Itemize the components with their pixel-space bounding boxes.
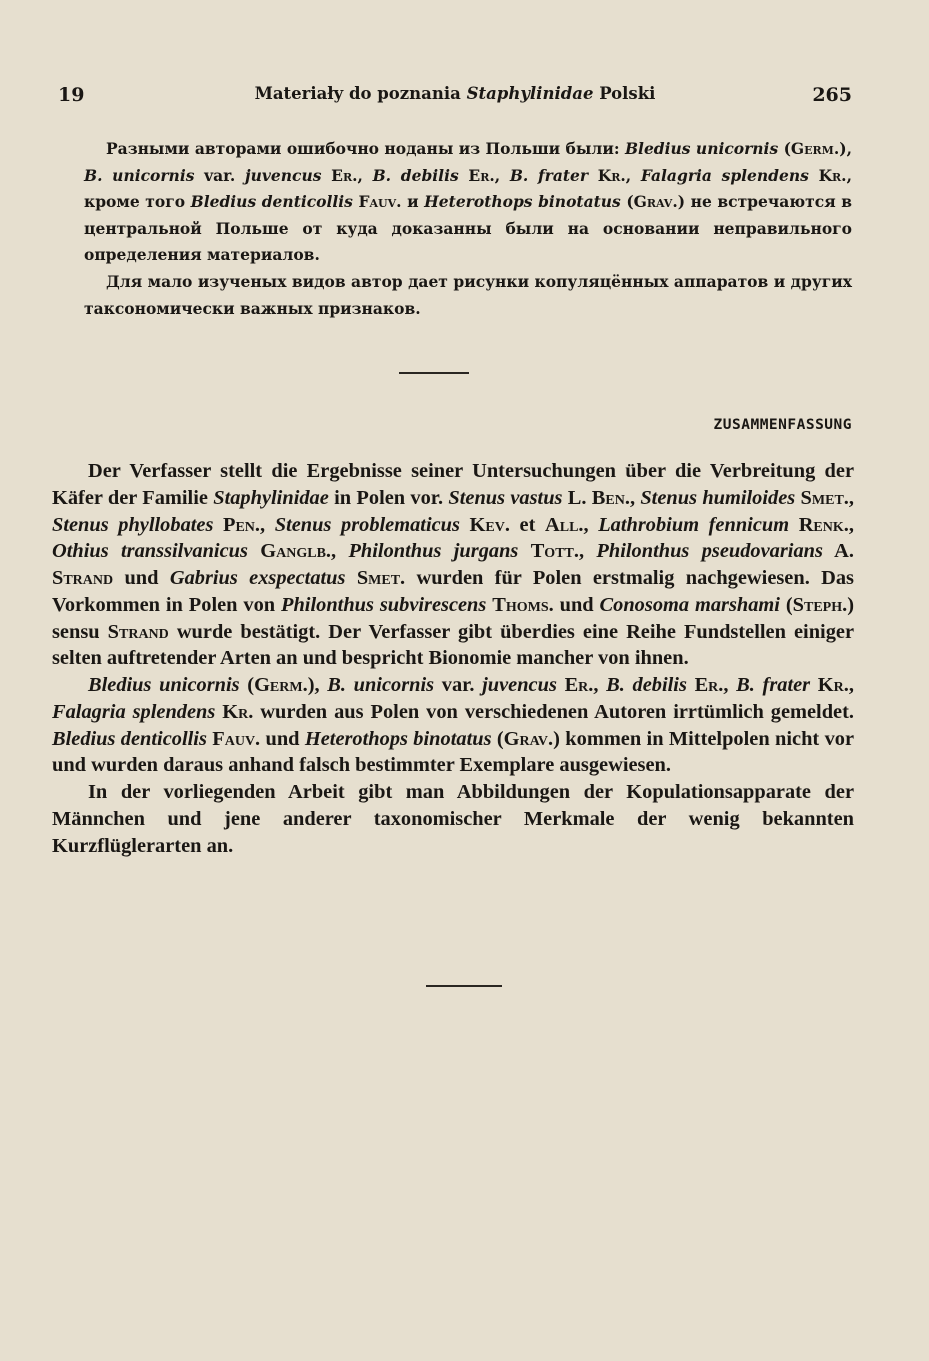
taxon: Othius transsilvanicus: [52, 540, 248, 563]
text-run: var.: [434, 674, 483, 696]
text-run: [213, 514, 223, 536]
taxon: B. frater: [736, 674, 811, 696]
text-run: ,: [494, 165, 510, 185]
text-run: ,: [578, 540, 597, 563]
text-run: , кроме того: [84, 165, 852, 212]
german-paragraph-3: In der vorliegenden Arbeit gibt man Abbildungen der Kopulationsapparate der Männchen und jene anderer taxonomischer Merkmale der wenig bekannten Kurzflüglerarten an.: [52, 781, 854, 857]
author: Fauv.: [358, 192, 402, 212]
taxon: B. unicornis: [84, 165, 195, 185]
taxon: B. unicornis: [327, 674, 435, 696]
text-run: ) kommen in Mittelpolen nicht vor und wurden daraus anhand falsch bestimmter Exemplare ausgewiesen.: [52, 727, 855, 777]
text-run: ,: [723, 674, 737, 696]
author: Ganglb.: [260, 540, 332, 563]
taxon: Philonthus pseudovarians: [596, 540, 823, 563]
text-run: ,: [260, 513, 275, 536]
author: Kev.: [469, 513, 510, 536]
text-run: Der Verfasser stellt die Ergebnisse seiner Untersuchungen über die Verbreitung der Käfer der Familie: [52, 460, 854, 509]
text-run: wurden aus Polen von verschiedenen Autoren irrtümlich gemeldet.: [253, 700, 854, 723]
taxon: Falagria splendens: [52, 700, 216, 723]
author: Germ.: [254, 674, 308, 696]
text-run: ,: [848, 486, 854, 509]
author: Germ.: [790, 139, 840, 158]
taxon: Stenus phyllobates: [52, 513, 214, 536]
author: Thoms.: [492, 593, 554, 616]
text-run: wurde bestätigt. Der Verfasser gibt überdies eine Reihe Fundstellen einiger selten auftretender Arten an und bespricht Bionomie mancher von ihnen.: [52, 620, 854, 670]
author: Strand: [107, 620, 169, 643]
taxon: Bledius unicornis: [88, 674, 240, 696]
text-run: und: [553, 593, 600, 616]
taxon: Conosoma marshami: [599, 593, 780, 616]
text-run: und: [260, 727, 305, 750]
taxon: B. debilis: [372, 165, 459, 185]
author: Ben.: [591, 486, 630, 509]
german-summary: [52, 458, 854, 859]
author: Kr.: [817, 674, 849, 696]
author: Kr.: [818, 165, 847, 185]
author: Grav.: [503, 727, 554, 750]
text-run: [248, 540, 260, 562]
text-run: [789, 514, 799, 536]
text-run: ,: [629, 486, 641, 509]
text-run: ) не встречаются в центральной Польше от куда доказанны были на основании неправильного определения материалов.: [84, 192, 852, 265]
text-run: (: [778, 139, 791, 158]
text-run: in Polen vor.: [328, 486, 449, 509]
author: All.: [545, 513, 584, 536]
german-paragraph-1: [52, 458, 854, 672]
text-run: [459, 166, 469, 185]
taxon: Bledius denticollis: [190, 192, 353, 212]
taxon: Heterothops binotatus: [304, 727, 492, 750]
section-divider: [399, 372, 469, 374]
running-title-part: Materiały do poznania: [254, 84, 467, 103]
text-run: ),: [307, 674, 328, 696]
text-run: ,: [848, 513, 854, 536]
taxon: Philonthus jurgans: [348, 540, 519, 563]
left-page-number: 19: [58, 84, 85, 106]
author: Er.: [468, 165, 495, 185]
text-run: [557, 674, 565, 696]
author: Kr.: [597, 165, 626, 185]
taxon: Philonthus subvirescens: [281, 593, 487, 616]
running-title: [58, 84, 852, 103]
text-run: ,: [583, 513, 599, 536]
author: Er.: [564, 674, 594, 696]
author: Smet.: [800, 486, 849, 509]
running-title-part: Polski: [593, 84, 656, 103]
text-run: et: [509, 513, 545, 536]
text-run: ,: [625, 165, 641, 185]
text-run: ),: [839, 139, 852, 158]
text-run: var.: [194, 165, 245, 185]
text-run: ,: [848, 674, 854, 696]
taxon: Falagria splendens: [640, 165, 809, 185]
text-run: [460, 514, 470, 536]
taxon: Stenus humiloides: [640, 486, 796, 509]
taxon: B. debilis: [606, 674, 687, 696]
text-run: (: [779, 593, 793, 616]
text-run: и: [401, 192, 425, 212]
text-run: und: [113, 567, 170, 589]
author: Renk.: [798, 513, 849, 536]
russian-summary: [84, 136, 852, 322]
russian-paragraph-1: [84, 136, 852, 269]
text-run: [810, 674, 818, 696]
text-run: [518, 540, 530, 562]
text-run: [687, 674, 695, 696]
german-paragraph-2: [52, 672, 854, 779]
running-title-taxon: Staphylinidae: [466, 84, 594, 103]
text-run: ,: [357, 165, 373, 185]
taxon: Stenus problematicus: [274, 513, 460, 536]
text-run: ,: [331, 540, 349, 563]
taxon: B. frater: [509, 165, 589, 185]
author: Fauv.: [212, 727, 261, 750]
taxon: Stenus vastus: [448, 486, 563, 509]
text-run: [321, 166, 331, 185]
text-run: [345, 567, 356, 589]
text-run: (: [491, 727, 504, 750]
author: Er.: [694, 674, 724, 696]
summary-heading: ZUSAMMENFASSUNG: [713, 417, 852, 433]
text-run: [588, 166, 598, 185]
text-run: A.: [822, 540, 854, 563]
taxon: Bledius unicornis: [624, 139, 779, 158]
text-run: (: [239, 674, 255, 696]
russian-paragraph-2: Для мало изученых видов автор дает рисунки копуляцённых аппаратов и других таксономически важных признаков.: [84, 271, 852, 318]
author: Smet.: [356, 567, 406, 589]
author: Grav.: [633, 192, 678, 212]
taxon: Gabrius exspectatus: [169, 567, 346, 589]
taxon: Bledius denticollis: [52, 727, 207, 750]
taxon: juvencus: [482, 674, 557, 696]
text-run: (: [620, 192, 634, 212]
text-run: ,: [593, 674, 607, 696]
end-divider: [426, 985, 502, 987]
author: Er.: [331, 165, 358, 185]
taxon: Heterothops binotatus: [424, 192, 621, 212]
text-run: ) sensu: [52, 593, 854, 643]
author: Pen.: [223, 513, 261, 536]
author: Tott.: [530, 540, 579, 563]
page-header: [58, 84, 852, 114]
text-run: Разными авторами ошибочно ноданы из Польши были:: [106, 139, 625, 158]
author: Steph.: [792, 593, 848, 616]
text-run: L.: [562, 486, 592, 509]
text-run: [809, 166, 819, 185]
taxon: juvencus: [245, 165, 322, 185]
author: Kr.: [222, 700, 254, 723]
text-run: wurden für Polen erstmalig nachgewiesen. Das Vorkommen in Polen von: [52, 567, 854, 616]
taxon: Lathrobium fennicum: [598, 513, 790, 536]
author: Strand: [52, 567, 114, 589]
taxon: Staphylinidae: [213, 486, 329, 509]
right-page-number: 265: [812, 84, 852, 106]
